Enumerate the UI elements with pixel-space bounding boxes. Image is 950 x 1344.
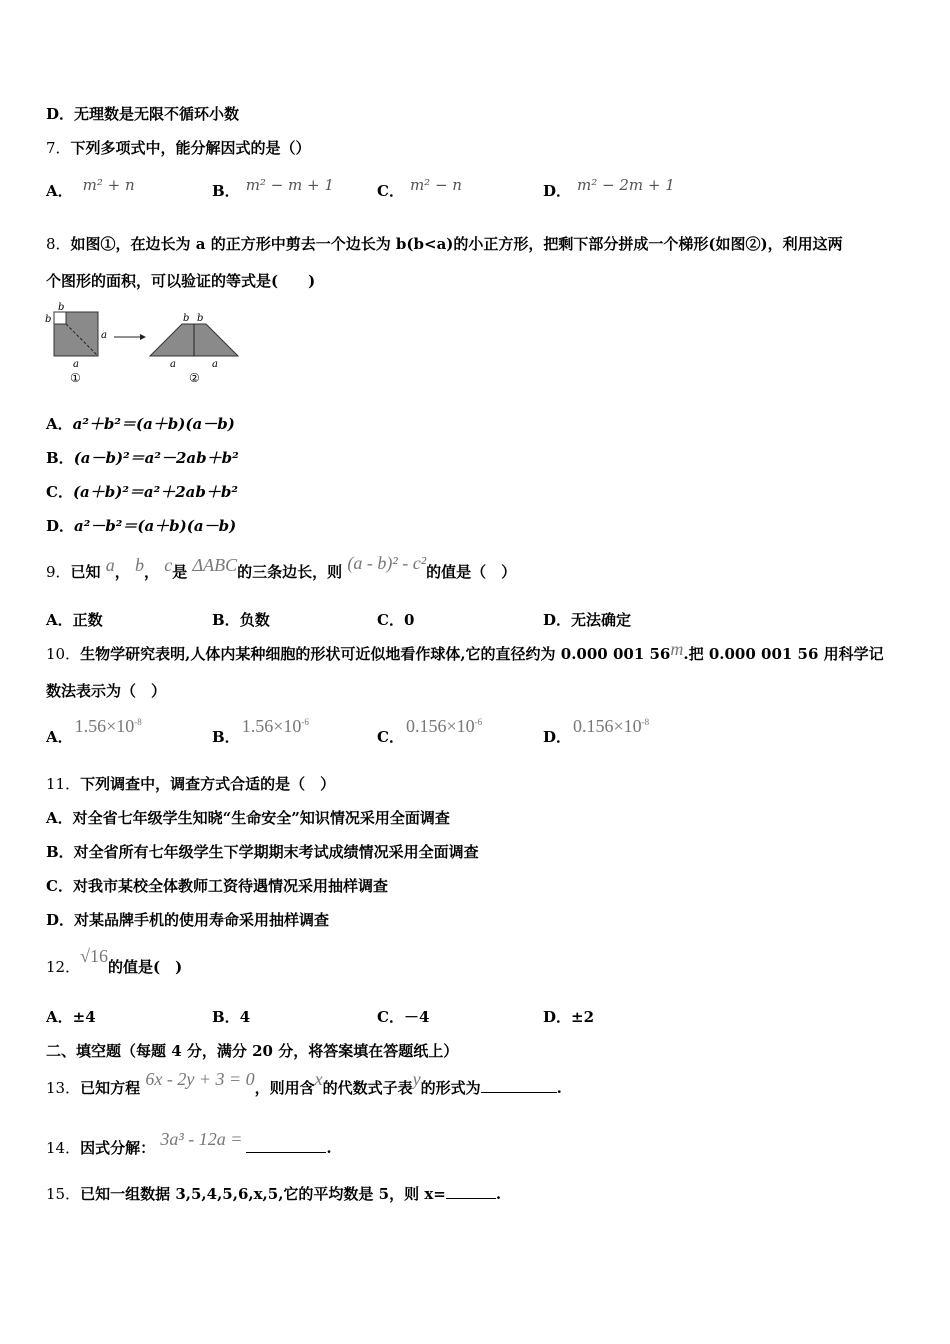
q8-option-a: A．a²＋b²＝(a＋b)(a－b) (46, 415, 235, 433)
label-b-t1: b (183, 313, 190, 324)
q12-option-a: A．±4 (46, 1008, 96, 1026)
q12-stem: 12．√16的值是( ) (46, 946, 183, 976)
q13-answer-blank[interactable] (481, 1092, 557, 1093)
label-a-right: a (101, 330, 107, 341)
q7-number: 7． (46, 139, 71, 157)
q9-option-d: D．无法确定 (543, 611, 632, 629)
label-b-t2: b (197, 313, 204, 324)
q7-text: 下列多项式中，能分解因式的是（） (70, 139, 311, 157)
q15-stem: 15．已知一组数据 3,5,4,5,6,x,5,它的平均数是 5，则 x= . (46, 1185, 502, 1203)
q11-stem: 11．下列调查中，调查方式合适的是（ ） (46, 775, 336, 793)
q11-option-b: B．对全省所有七年级学生下学期期末考试成绩情况采用全面调查 (46, 843, 479, 861)
q6-option-d: D．无理数是无限不循环小数 (46, 105, 240, 123)
q12-option-b: B．4 (212, 1008, 251, 1026)
section-title: 二、填空题（每题 4 分，满分 20 分，将答案填在答题纸上） (46, 1042, 459, 1060)
q7-option-d: D． m² − 2m + 1 (543, 176, 675, 200)
q14-answer-blank[interactable] (246, 1152, 326, 1153)
q8-stem-line2: 个图形的面积，可以验证的等式是( ) (46, 272, 316, 290)
q10-option-b: B．$1.56\times 10^{-6}$ (212, 716, 309, 746)
label-b-left: b (45, 314, 52, 325)
q10-option-d: D．$0.156\times 10^{-8}$ (543, 716, 650, 746)
arrow-head (140, 334, 146, 340)
q9-option-a: A．正数 (46, 611, 103, 629)
fig2-label: ② (189, 371, 200, 385)
label-b-top: b (58, 302, 65, 313)
q9-option-b: B．负数 (212, 611, 270, 629)
q9-option-c: C．0 (377, 611, 415, 629)
q10-stem-line2: 数法表示为（ ） (46, 682, 167, 700)
label-a-t1: a (170, 359, 176, 370)
label-a-t2: a (212, 359, 218, 370)
q15-answer-blank[interactable] (446, 1198, 496, 1199)
q8-option-c: C．(a＋b)²＝a²＋2ab＋b² (46, 483, 238, 501)
q7-stem (46, 137, 311, 158)
q12-option-d: D．±2 (543, 1008, 595, 1026)
q13-stem: 13．已知方程 6x - 2y + 3 = 0，则用含x的代数式子表y的形式为 . (46, 1069, 562, 1097)
q14-stem: 14．因式分解： 3a³ - 12a = . (46, 1129, 332, 1157)
q8-option-d: D．a²－b²＝(a＋b)(a－b) (46, 517, 237, 535)
q7-option-c: C． m² − n (377, 176, 462, 200)
q8-option-b: B．(a－b)²＝a²－2ab＋b² (46, 449, 239, 467)
q7-option-a: A． m² + n (46, 176, 135, 200)
label-a-bottom: a (73, 359, 79, 370)
fig1-label: ① (70, 371, 81, 385)
q10-option-c: C．$0.156\times 10^{-6}$ (377, 716, 483, 746)
q10-stem-line1: 10．生物学研究表明,人体内某种细胞的形状可近似地看作球体,它的直径约为 0.000 001 56m.把 0.000 001 56 用科学记 (46, 639, 884, 663)
q11-option-a: A．对全省七年级学生知晓“生命安全”知识情况采用全面调查 (46, 809, 450, 827)
q9-stem: 9．已知 a， b， c是 ΔABC的三条边长，则 (a - b)² - c²的值是（ ） (46, 553, 517, 581)
q8-stem-line1: 8．如图①，在边长为 a 的正方形中剪去一个边长为 b(b<a)的小正方形，把剩下部分拼成一个梯形(如图②)，利用这两 (46, 235, 843, 253)
q11-option-d: D．对某品牌手机的使用寿命采用抽样调查 (46, 911, 330, 929)
q12-option-c: C．－4 (377, 1008, 430, 1026)
small-square (54, 312, 66, 324)
q10-option-a: A．$1.56\times 10^{-8}$ (46, 716, 142, 746)
q8-figure (44, 300, 254, 388)
q11-option-c: C．对我市某校全体教师工资待遇情况采用抽样调查 (46, 877, 388, 895)
q7-option-b: B． m² − m + 1 (212, 176, 334, 200)
q8-number: 8． (46, 235, 71, 253)
